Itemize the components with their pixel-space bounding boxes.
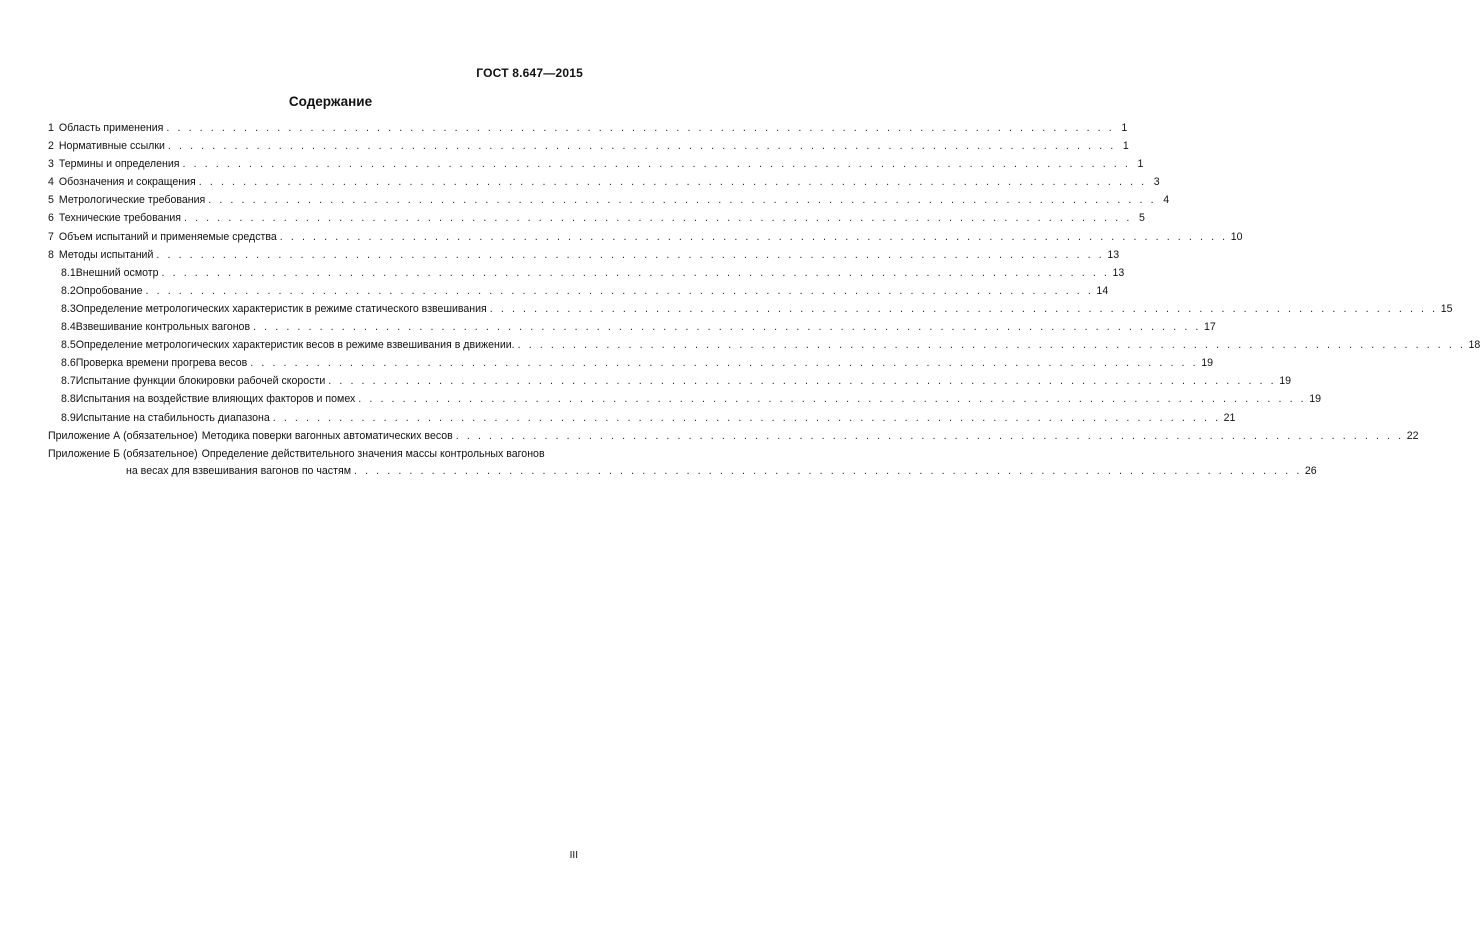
entry-page: 19 [1309, 393, 1321, 406]
entry-title: Метрологические требования [58, 194, 206, 207]
entry-title: Термины и определения [58, 158, 180, 171]
dot-leader: . . . . . . . . . . . . . . . . . . . . . . . . . . . . . . . . . . . . . . . . . . . . . . . . . . . . . . . . . . . . . . . . . . . . . . . . . . . . . . . . . . . . . . [455, 429, 1404, 442]
dot-leader: . . . . . . . . . . . . . . . . . . . . . . . . . . . . . . . . . . . . . . . . . . . . . . . . . . . . . . . . . . . . . . . . . . . . . . . . . . . . . . . . . . . . . . [183, 212, 1132, 225]
toc-entry-5[interactable] [48, 194, 1170, 207]
entry-number: 7 [48, 230, 54, 243]
toc-entry-1[interactable] [48, 122, 1128, 135]
entry-title: Определение метрологических характеристик в режиме статического взвешивания [75, 302, 487, 315]
appendix-page: 22 [1406, 429, 1419, 442]
entry-page: 1 [1121, 122, 1128, 134]
entry-title: Проверка времени прогрева весов [75, 357, 248, 370]
entry-page: 13 [1112, 266, 1125, 279]
table-of-contents [48, 122, 1480, 483]
dot-leader: . . . . . . . . . . . . . . . . . . . . . . . . . . . . . . . . . . . . . . . . . . . . . . . . . . . . . . . . . . . . . . . . . . . . . . . . . . . . . . . . . . . . . . [156, 248, 1105, 261]
dot-leader: . . . . . . . . . . . . . . . . . . . . . . . . . . . . . . . . . . . . . . . . . . . . . . . . . . . . . . . . . . . . . . . . . . . . . . . . . . . . . . . . . . . . . . [517, 339, 1466, 352]
entry-title: Внешний осмотр [75, 266, 159, 279]
dot-leader: . . . . . . . . . . . . . . . . . . . . . . . . . . . . . . . . . . . . . . . . . . . . . . . . . . . . . . . . . . . . . . . . . . . . . . . . . . . . . . . . . . . . . . [253, 321, 1201, 334]
entry-page: 1 [1122, 140, 1129, 153]
dot-leader: . . . . . . . . . . . . . . . . . . . . . . . . . . . . . . . . . . . . . . . . . . . . . . . . . . . . . . . . . . . . . . . . . . . . . . . . . . . . . . . . . . . . . . [358, 393, 1307, 406]
entry-title: Опробование [75, 284, 143, 297]
toc-appendix-a[interactable] [48, 429, 1419, 443]
entry-title: Методы испытаний [58, 248, 154, 261]
page-folio: III [569, 850, 578, 861]
dot-leader: . . . . . . . . . . . . . . . . . . . . . . . . . . . . . . . . . . . . . . . . . . . . . . . . . . . . . . . . . . . . . . . . . . . . . . . . . . . . . . . . . . . . . . [279, 230, 1228, 243]
dot-leader: . . . . . . . . . . . . . . . . . . . . . . . . . . . . . . . . . . . . . . . . . . . . . . . . . . . . . . . . . . . . . . . . . . . . . . . . . . . . . . . . . . . . . . [182, 158, 1131, 171]
toc-entry-8-1[interactable] [48, 266, 1125, 280]
toc-entry-8-5[interactable] [48, 339, 1480, 352]
entry-page: 17 [1203, 321, 1216, 334]
toc-entry-6[interactable] [48, 212, 1145, 225]
entry-title: Область применения [58, 122, 164, 134]
entry-number: 6 [48, 212, 54, 225]
dot-leader: . . . . . . . . . . . . . . . . . . . . . . . . . . . . . . . . . . . . . . . . . . . . . . . . . . . . . . . . . . . . . . . . . . . . . . . . . . . . . . . . . . . . . . [161, 266, 1110, 279]
dot-leader: . . . . . . . . . . . . . . . . . . . . . . . . . . . . . . . . . . . . . . . . . . . . . . . . . . . . . . . . . . . . . . . . . . . . . . . . . . . . . . . . . . . . . . [198, 176, 1147, 189]
entry-title: Нормативные ссылки [58, 140, 165, 153]
dot-leader: . . . . . . . . . . . . . . . . . . . . . . . . . . . . . . . . . . . . . . . . . . . . . . . . . . . . . . . . . . . . . . . . . . . . . . . . . . . . . . . . . . . . . . [166, 122, 1115, 134]
dot-leader: . . . . . . . . . . . . . . . . . . . . . . . . . . . . . . . . . . . . . . . . . . . . . . . . . . . . . . . . . . . . . . . . . . . . . . . . . . . . . . . . . . . . . . [272, 411, 1221, 424]
entry-number: 8.9 [61, 411, 76, 424]
entry-title: Испытания на воздействие влияющих факторов и помех [75, 393, 356, 406]
dot-leader: . . . . . . . . . . . . . . . . . . . . . . . . . . . . . . . . . . . . . . . . . . . . . . . . . . . . . . . . . . . . . . . . . . . . . . . . . . . . . . . . . . . . . . [353, 464, 1302, 477]
entry-number: 3 [48, 158, 54, 171]
toc-entry-3[interactable] [48, 158, 1144, 171]
entry-number: 8.6 [61, 357, 76, 370]
entry-page: 5 [1138, 212, 1145, 225]
dot-leader: . . . . . . . . . . . . . . . . . . . . . . . . . . . . . . . . . . . . . . . . . . . . . . . . . . . . . . . . . . . . . . . . . . . . . . . . . . . . . . . . . . . . . . [250, 357, 1199, 370]
entry-page: 13 [1107, 248, 1120, 261]
toc-entry-8-9[interactable] [48, 411, 1236, 425]
toc-entry-8-7[interactable] [48, 375, 1291, 388]
entry-title: Взвешивание контрольных вагонов [75, 321, 251, 334]
toc-entry-2[interactable] [48, 140, 1129, 153]
entry-number: 8.1 [61, 266, 76, 279]
entry-page: 10 [1230, 230, 1243, 243]
entry-page: 19 [1201, 357, 1213, 370]
entry-page: 21 [1223, 411, 1236, 424]
appendix-title: Методика поверки вагонных автоматических весов [201, 429, 453, 442]
dot-leader: . . . . . . . . . . . . . . . . . . . . . . . . . . . . . . . . . . . . . . . . . . . . . . . . . . . . . . . . . . . . . . . . . . . . . . . . . . . . . . . . . . . . . . [167, 140, 1116, 153]
appendix-title-line2: на весах для взвешивания вагонов по частям [126, 464, 351, 477]
toc-entry-8-2[interactable] [48, 284, 1109, 298]
dot-leader: . . . . . . . . . . . . . . . . . . . . . . . . . . . . . . . . . . . . . . . . . . . . . . . . . . . . . . . . . . . . . . . . . . . . . . . . . . . . . . . . . . . . . . [328, 375, 1277, 388]
entry-number: 4 [48, 176, 54, 189]
entry-title: Испытание функции блокировки рабочей скорости [75, 375, 326, 388]
entry-number: 8.4 [61, 321, 76, 334]
entry-title: Испытание на стабильность диапазона [75, 411, 270, 424]
entry-number: 8.8 [61, 393, 76, 406]
entry-number: 8.5 [61, 339, 76, 352]
toc-entry-7[interactable] [48, 230, 1243, 244]
toc-entry-8-8[interactable] [48, 393, 1321, 406]
toc-entry-8-4[interactable] [48, 321, 1216, 334]
toc-entry-8-6[interactable] [48, 357, 1213, 370]
appendix-page: 26 [1304, 464, 1317, 477]
entry-title: Технические требования [58, 212, 181, 225]
toc-entry-8-3[interactable] [48, 302, 1453, 316]
entry-title: Объем испытаний и применяемые средства [58, 230, 277, 243]
entry-number: 8 [48, 248, 54, 261]
dot-leader: . . . . . . . . . . . . . . . . . . . . . . . . . . . . . . . . . . . . . . . . . . . . . . . . . . . . . . . . . . . . . . . . . . . . . . . . . . . . . . . . . . . . . . [208, 194, 1157, 207]
contents-heading: Содержание [288, 94, 373, 109]
standard-designation: ГОСТ 8.647—2015 [476, 66, 583, 80]
appendix-title-line1: Определение действительного значения массы контрольных вагонов [201, 447, 545, 460]
entry-page: 18 [1468, 339, 1480, 352]
appendix-label: Приложение Б (обязательное) [48, 447, 198, 460]
entry-page: 4 [1163, 194, 1170, 207]
entry-page: 19 [1279, 375, 1291, 388]
dot-leader: . . . . . . . . . . . . . . . . . . . . . . . . . . . . . . . . . . . . . . . . . . . . . . . . . . . . . . . . . . . . . . . . . . . . . . . . . . . . . . . . . . . . . . [145, 284, 1094, 297]
entry-title: Обозначения и сокращения [58, 176, 196, 189]
entry-page: 15 [1440, 302, 1453, 315]
entry-number: 5 [48, 194, 54, 207]
toc-appendix-b[interactable] [48, 447, 1317, 478]
entry-page: 3 [1153, 176, 1160, 189]
entry-number: 8.2 [61, 284, 76, 297]
toc-entry-4[interactable] [48, 176, 1160, 189]
dot-leader: . . . . . . . . . . . . . . . . . . . . . . . . . . . . . . . . . . . . . . . . . . . . . . . . . . . . . . . . . . . . . . . . . . . . . . . . . . . . . . . . . . . . . . [489, 302, 1438, 315]
entry-title: Определение метрологических характеристик весов в режиме взвешивания в движении. [75, 339, 515, 352]
toc-entry-8[interactable] [48, 248, 1120, 262]
entry-page: 14 [1096, 284, 1109, 297]
entry-number: 2 [48, 140, 54, 153]
entry-number: 8.7 [61, 375, 76, 388]
appendix-label: Приложение А (обязательное) [48, 429, 198, 442]
entry-number: 1 [48, 122, 54, 134]
entry-number: 8.3 [61, 302, 76, 315]
entry-page: 1 [1137, 158, 1144, 171]
